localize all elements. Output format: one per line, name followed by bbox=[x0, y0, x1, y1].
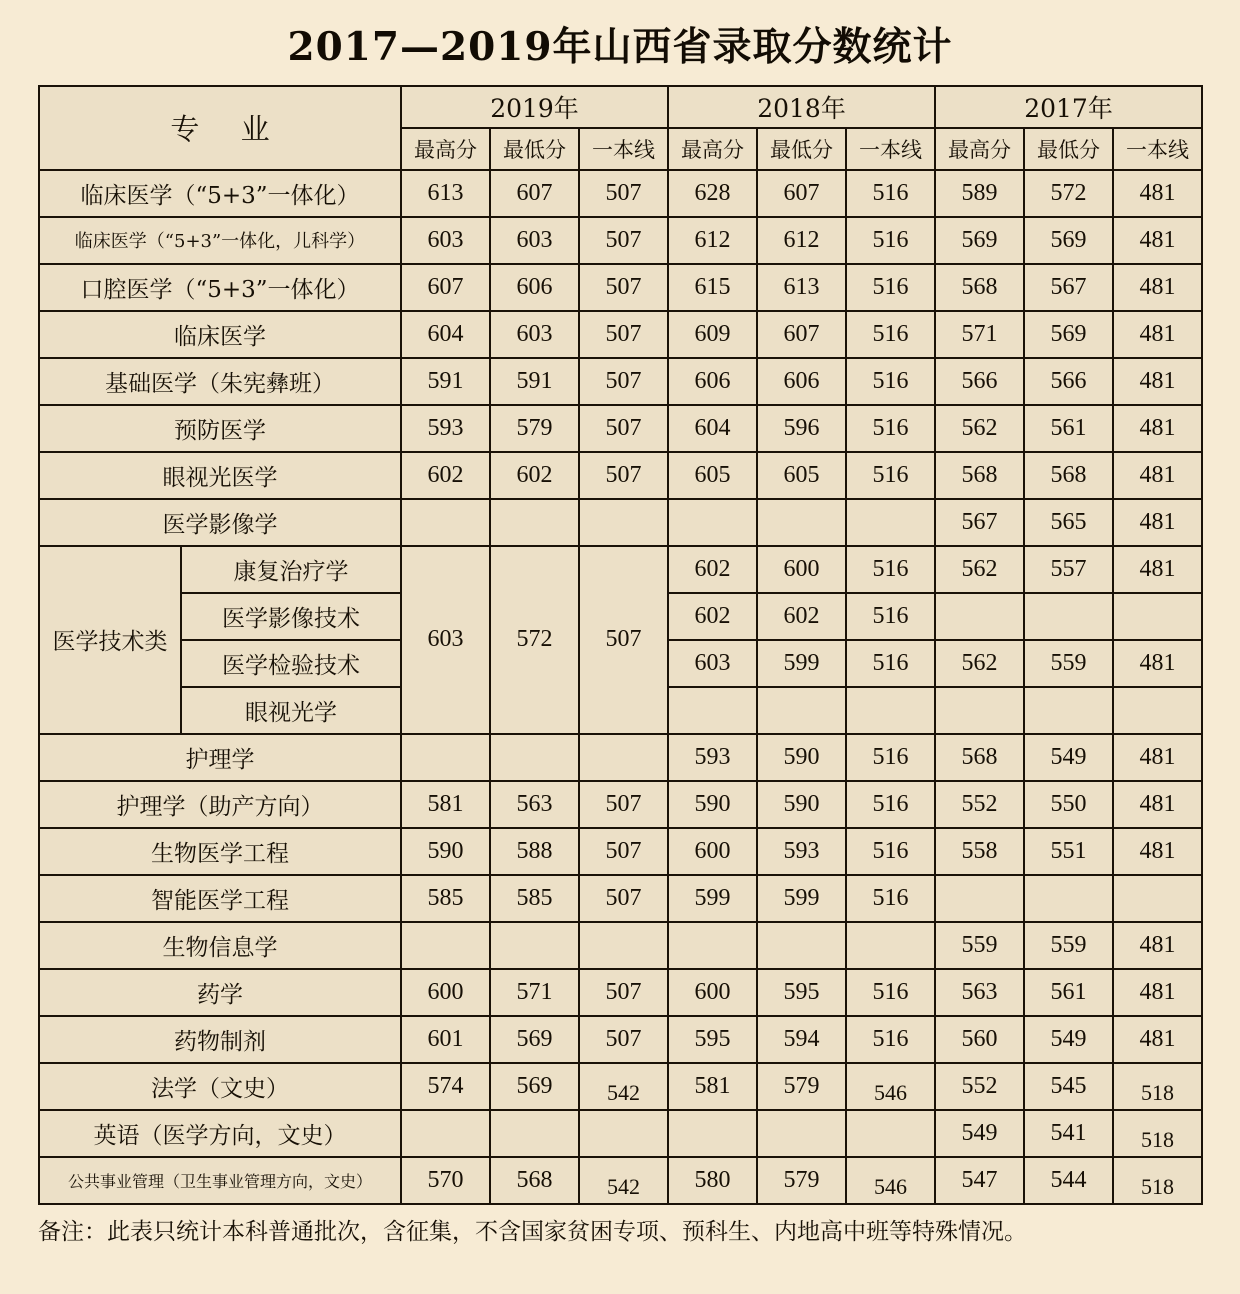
score-2018-max: 593 bbox=[668, 734, 757, 781]
score-2019-min: 563 bbox=[490, 781, 579, 828]
score-2018-line: 516 bbox=[846, 734, 935, 781]
score-2019-min bbox=[490, 734, 579, 781]
score-2019-min: 591 bbox=[490, 358, 579, 405]
score-2017-line: 481 bbox=[1113, 828, 1202, 875]
score-2018-min bbox=[757, 1110, 846, 1157]
score-2019-max: 570 bbox=[401, 1157, 490, 1204]
major-name-cell: 护理学 bbox=[39, 734, 401, 781]
table-body-top bbox=[39, 170, 1202, 546]
score-2018-min bbox=[757, 922, 846, 969]
score-2019-min bbox=[490, 499, 579, 546]
score-2019-min-merged: 572 bbox=[490, 546, 579, 734]
score-2019-line: 507 bbox=[579, 217, 668, 264]
score-2017-min: 572 bbox=[1024, 170, 1113, 217]
score-2018-min: 602 bbox=[757, 593, 846, 640]
score-2019-min: 568 bbox=[490, 1157, 579, 1204]
major-name-cell: 临床医学 bbox=[39, 311, 401, 358]
major-name-cell: 智能医学工程 bbox=[39, 875, 401, 922]
score-2018-line: 516 bbox=[846, 264, 935, 311]
score-2018-line: 516 bbox=[846, 170, 935, 217]
score-2019-min: 606 bbox=[490, 264, 579, 311]
table-row bbox=[39, 546, 1202, 593]
score-2018-line: 546 bbox=[846, 1063, 935, 1110]
column-header-year-2018: 2018年 bbox=[668, 86, 935, 128]
score-2019-min: 569 bbox=[490, 1063, 579, 1110]
header-row-years bbox=[39, 86, 1202, 128]
table-row bbox=[39, 217, 1202, 264]
score-2019-line: 507 bbox=[579, 1016, 668, 1063]
score-2017-max: 560 bbox=[935, 1016, 1024, 1063]
score-2017-max: 568 bbox=[935, 734, 1024, 781]
table-row bbox=[39, 1157, 1202, 1204]
score-2019-line: 507 bbox=[579, 405, 668, 452]
score-2017-line: 481 bbox=[1113, 264, 1202, 311]
score-2019-line: 507 bbox=[579, 781, 668, 828]
score-2018-max bbox=[668, 922, 757, 969]
table-row bbox=[39, 358, 1202, 405]
major-name-cell: 公共事业管理（卫生事业管理方向，文史） bbox=[39, 1157, 401, 1204]
score-2018-min bbox=[757, 499, 846, 546]
score-2017-min: 559 bbox=[1024, 640, 1113, 687]
major-name-cell: 口腔医学（“5+3”一体化） bbox=[39, 264, 401, 311]
score-2018-min: 612 bbox=[757, 217, 846, 264]
score-2018-line: 516 bbox=[846, 828, 935, 875]
score-2019-max: 585 bbox=[401, 875, 490, 922]
score-2018-max bbox=[668, 687, 757, 734]
score-2019-line bbox=[579, 1110, 668, 1157]
score-2019-min: 569 bbox=[490, 1016, 579, 1063]
score-2019-min: 588 bbox=[490, 828, 579, 875]
table-row bbox=[39, 452, 1202, 499]
score-2019-line: 507 bbox=[579, 170, 668, 217]
score-2017-line: 518 bbox=[1113, 1063, 1202, 1110]
score-2017-max: 562 bbox=[935, 546, 1024, 593]
table-row bbox=[39, 875, 1202, 922]
score-2018-max: 605 bbox=[668, 452, 757, 499]
table-row bbox=[39, 1016, 1202, 1063]
score-2018-max: 612 bbox=[668, 217, 757, 264]
score-2017-max: 552 bbox=[935, 781, 1024, 828]
major-group-name-cell: 医学技术类 bbox=[39, 546, 181, 734]
score-2019-max: 593 bbox=[401, 405, 490, 452]
major-name-cell: 临床医学（“5+3”一体化，儿科学） bbox=[39, 217, 401, 264]
major-name-cell: 法学（文史） bbox=[39, 1063, 401, 1110]
score-2018-min: 595 bbox=[757, 969, 846, 1016]
score-2019-min: 603 bbox=[490, 217, 579, 264]
score-2018-line: 516 bbox=[846, 358, 935, 405]
table-row bbox=[39, 264, 1202, 311]
score-2018-max: 602 bbox=[668, 593, 757, 640]
table-row bbox=[39, 1063, 1202, 1110]
score-2018-line: 546 bbox=[846, 1157, 935, 1204]
score-2019-line-merged: 507 bbox=[579, 546, 668, 734]
score-2017-min: 569 bbox=[1024, 217, 1113, 264]
score-2018-max: 615 bbox=[668, 264, 757, 311]
score-2017-max bbox=[935, 593, 1024, 640]
score-2019-max bbox=[401, 1110, 490, 1157]
score-2018-line: 516 bbox=[846, 969, 935, 1016]
score-2017-min: 551 bbox=[1024, 828, 1113, 875]
score-2018-max: 603 bbox=[668, 640, 757, 687]
table-head bbox=[39, 86, 1202, 170]
table-row bbox=[39, 405, 1202, 452]
score-2017-max: 559 bbox=[935, 922, 1024, 969]
score-2018-line: 516 bbox=[846, 781, 935, 828]
score-2017-line: 481 bbox=[1113, 405, 1202, 452]
score-2019-min: 579 bbox=[490, 405, 579, 452]
score-2019-line: 507 bbox=[579, 358, 668, 405]
score-2018-max: 600 bbox=[668, 969, 757, 1016]
score-2017-line: 481 bbox=[1113, 546, 1202, 593]
score-2017-min: 557 bbox=[1024, 546, 1113, 593]
score-2017-line: 481 bbox=[1113, 734, 1202, 781]
score-2019-min bbox=[490, 1110, 579, 1157]
score-2017-max: 558 bbox=[935, 828, 1024, 875]
score-2017-min: 567 bbox=[1024, 264, 1113, 311]
score-2018-line: 516 bbox=[846, 311, 935, 358]
column-header-2019-max: 最高分 bbox=[401, 128, 490, 170]
major-name-cell: 护理学（助产方向） bbox=[39, 781, 401, 828]
score-2017-line: 481 bbox=[1113, 170, 1202, 217]
score-2018-min: 613 bbox=[757, 264, 846, 311]
score-2019-max: 600 bbox=[401, 969, 490, 1016]
score-2017-max bbox=[935, 875, 1024, 922]
score-2017-line: 481 bbox=[1113, 217, 1202, 264]
score-2017-line: 518 bbox=[1113, 1157, 1202, 1204]
score-2017-max: 547 bbox=[935, 1157, 1024, 1204]
table-row bbox=[39, 922, 1202, 969]
score-2018-max: 590 bbox=[668, 781, 757, 828]
score-2018-line bbox=[846, 499, 935, 546]
score-2018-max: 580 bbox=[668, 1157, 757, 1204]
column-header-year-2019: 2019年 bbox=[401, 86, 668, 128]
score-2018-max: 604 bbox=[668, 405, 757, 452]
score-2017-line bbox=[1113, 875, 1202, 922]
score-2017-min: 566 bbox=[1024, 358, 1113, 405]
score-2019-max: 607 bbox=[401, 264, 490, 311]
score-2017-min: 541 bbox=[1024, 1110, 1113, 1157]
table-row bbox=[39, 499, 1202, 546]
score-2017-max: 568 bbox=[935, 452, 1024, 499]
major-name-cell: 临床医学（“5+3”一体化） bbox=[39, 170, 401, 217]
score-2018-min: 600 bbox=[757, 546, 846, 593]
score-2017-min: 568 bbox=[1024, 452, 1113, 499]
score-2018-max: 595 bbox=[668, 1016, 757, 1063]
score-2017-min bbox=[1024, 593, 1113, 640]
score-2019-line: 507 bbox=[579, 828, 668, 875]
column-header-2019-line: 一本线 bbox=[579, 128, 668, 170]
score-2017-max: 552 bbox=[935, 1063, 1024, 1110]
score-2018-line: 516 bbox=[846, 1016, 935, 1063]
score-2017-line bbox=[1113, 687, 1202, 734]
score-2017-line: 481 bbox=[1113, 452, 1202, 499]
score-2018-min: 590 bbox=[757, 781, 846, 828]
score-2017-max: 569 bbox=[935, 217, 1024, 264]
score-2019-max-merged: 603 bbox=[401, 546, 490, 734]
score-2019-max: 603 bbox=[401, 217, 490, 264]
score-2017-line: 481 bbox=[1113, 922, 1202, 969]
table-row bbox=[39, 781, 1202, 828]
score-2017-min: 561 bbox=[1024, 405, 1113, 452]
major-sub-name-cell: 康复治疗学 bbox=[181, 546, 401, 593]
score-2019-line: 507 bbox=[579, 969, 668, 1016]
score-2019-line: 542 bbox=[579, 1157, 668, 1204]
score-2017-line: 481 bbox=[1113, 311, 1202, 358]
table-row bbox=[39, 311, 1202, 358]
score-2017-min: 561 bbox=[1024, 969, 1113, 1016]
major-sub-name-cell: 医学检验技术 bbox=[181, 640, 401, 687]
score-2018-line: 516 bbox=[846, 593, 935, 640]
score-2017-min bbox=[1024, 687, 1113, 734]
table-row bbox=[39, 734, 1202, 781]
score-2018-min: 593 bbox=[757, 828, 846, 875]
score-2018-line: 516 bbox=[846, 452, 935, 499]
score-2017-min: 544 bbox=[1024, 1157, 1113, 1204]
score-2018-max: 602 bbox=[668, 546, 757, 593]
score-2017-max bbox=[935, 687, 1024, 734]
score-2018-max: 599 bbox=[668, 875, 757, 922]
score-2018-max: 628 bbox=[668, 170, 757, 217]
score-table bbox=[38, 85, 1203, 1205]
score-2019-min: 607 bbox=[490, 170, 579, 217]
score-2017-min: 569 bbox=[1024, 311, 1113, 358]
score-2017-max: 589 bbox=[935, 170, 1024, 217]
score-2019-min: 571 bbox=[490, 969, 579, 1016]
score-2017-min: 565 bbox=[1024, 499, 1113, 546]
score-2018-line bbox=[846, 922, 935, 969]
score-2018-max: 581 bbox=[668, 1063, 757, 1110]
column-header-2018-max: 最高分 bbox=[668, 128, 757, 170]
score-2018-min: 599 bbox=[757, 640, 846, 687]
score-2018-min: 579 bbox=[757, 1157, 846, 1204]
score-2019-min: 603 bbox=[490, 311, 579, 358]
major-sub-name-cell: 眼视光学 bbox=[181, 687, 401, 734]
major-name-cell: 药学 bbox=[39, 969, 401, 1016]
score-2018-min: 605 bbox=[757, 452, 846, 499]
score-2017-line: 481 bbox=[1113, 1016, 1202, 1063]
score-2018-min: 607 bbox=[757, 170, 846, 217]
score-2018-min: 607 bbox=[757, 311, 846, 358]
score-2018-min: 606 bbox=[757, 358, 846, 405]
score-2019-max bbox=[401, 734, 490, 781]
score-2019-line: 542 bbox=[579, 1063, 668, 1110]
score-2019-max: 591 bbox=[401, 358, 490, 405]
score-2017-max: 562 bbox=[935, 405, 1024, 452]
score-2019-max bbox=[401, 922, 490, 969]
page-title: 2017—2019年山西省录取分数统计 bbox=[287, 24, 953, 70]
major-sub-name-cell: 医学影像技术 bbox=[181, 593, 401, 640]
score-2017-max: 567 bbox=[935, 499, 1024, 546]
score-2017-max: 568 bbox=[935, 264, 1024, 311]
score-2019-max: 604 bbox=[401, 311, 490, 358]
score-2017-min: 550 bbox=[1024, 781, 1113, 828]
score-2017-max: 566 bbox=[935, 358, 1024, 405]
major-name-cell: 医学影像学 bbox=[39, 499, 401, 546]
score-2018-line: 516 bbox=[846, 640, 935, 687]
score-2019-line bbox=[579, 734, 668, 781]
score-2019-max: 613 bbox=[401, 170, 490, 217]
score-2017-min: 559 bbox=[1024, 922, 1113, 969]
score-2017-line: 481 bbox=[1113, 499, 1202, 546]
score-2017-min: 549 bbox=[1024, 734, 1113, 781]
score-2017-min: 549 bbox=[1024, 1016, 1113, 1063]
major-name-cell: 英语（医学方向，文史） bbox=[39, 1110, 401, 1157]
score-2018-min: 596 bbox=[757, 405, 846, 452]
score-2017-line: 481 bbox=[1113, 781, 1202, 828]
score-2019-line: 507 bbox=[579, 264, 668, 311]
table-row bbox=[39, 969, 1202, 1016]
score-2017-min: 545 bbox=[1024, 1063, 1113, 1110]
major-name-cell: 基础医学（朱宪彝班） bbox=[39, 358, 401, 405]
column-header-2017-min: 最低分 bbox=[1024, 128, 1113, 170]
major-name-cell: 预防医学 bbox=[39, 405, 401, 452]
table-footnote: 备注：此表只统计本科普通批次，含征集，不含国家贫困专项、预科生、内地高中班等特殊情况。 bbox=[38, 1218, 1027, 1245]
score-2018-line: 516 bbox=[846, 217, 935, 264]
score-2019-line: 507 bbox=[579, 875, 668, 922]
score-2017-max: 563 bbox=[935, 969, 1024, 1016]
major-name-cell: 生物医学工程 bbox=[39, 828, 401, 875]
score-2017-line: 481 bbox=[1113, 358, 1202, 405]
score-2019-max bbox=[401, 499, 490, 546]
score-2019-line: 507 bbox=[579, 311, 668, 358]
score-2019-line: 507 bbox=[579, 452, 668, 499]
score-2019-line bbox=[579, 922, 668, 969]
column-header-year-2017: 2017年 bbox=[935, 86, 1202, 128]
score-2018-max bbox=[668, 499, 757, 546]
score-2018-min: 594 bbox=[757, 1016, 846, 1063]
score-2017-line bbox=[1113, 593, 1202, 640]
score-2019-min: 602 bbox=[490, 452, 579, 499]
score-2017-max: 549 bbox=[935, 1110, 1024, 1157]
score-2018-min bbox=[757, 687, 846, 734]
major-name-cell: 生物信息学 bbox=[39, 922, 401, 969]
score-2017-max: 562 bbox=[935, 640, 1024, 687]
column-header-major: 专 业 bbox=[39, 86, 401, 170]
score-2018-min: 590 bbox=[757, 734, 846, 781]
score-2019-min bbox=[490, 922, 579, 969]
score-2019-line bbox=[579, 499, 668, 546]
table-body-group bbox=[39, 546, 1202, 734]
score-2019-max: 602 bbox=[401, 452, 490, 499]
table-row bbox=[39, 170, 1202, 217]
score-2017-line: 518 bbox=[1113, 1110, 1202, 1157]
score-2018-max bbox=[668, 1110, 757, 1157]
column-header-2018-line: 一本线 bbox=[846, 128, 935, 170]
score-2018-max: 609 bbox=[668, 311, 757, 358]
score-2018-line bbox=[846, 687, 935, 734]
score-2017-line: 481 bbox=[1113, 969, 1202, 1016]
major-name-cell: 药物制剂 bbox=[39, 1016, 401, 1063]
score-2019-max: 590 bbox=[401, 828, 490, 875]
table-row bbox=[39, 828, 1202, 875]
score-2018-min: 579 bbox=[757, 1063, 846, 1110]
score-2019-max: 581 bbox=[401, 781, 490, 828]
score-2017-min bbox=[1024, 875, 1113, 922]
score-2018-line: 516 bbox=[846, 875, 935, 922]
score-2017-max: 571 bbox=[935, 311, 1024, 358]
score-2017-line: 481 bbox=[1113, 640, 1202, 687]
column-header-2018-min: 最低分 bbox=[757, 128, 846, 170]
score-2019-max: 601 bbox=[401, 1016, 490, 1063]
score-2018-min: 599 bbox=[757, 875, 846, 922]
column-header-2017-line: 一本线 bbox=[1113, 128, 1202, 170]
column-header-2019-min: 最低分 bbox=[490, 128, 579, 170]
score-2018-line: 516 bbox=[846, 546, 935, 593]
table-row bbox=[39, 1110, 1202, 1157]
column-header-2017-max: 最高分 bbox=[935, 128, 1024, 170]
major-name-cell: 眼视光医学 bbox=[39, 452, 401, 499]
score-2018-max: 606 bbox=[668, 358, 757, 405]
score-2018-line: 516 bbox=[846, 405, 935, 452]
table-body-bottom bbox=[39, 734, 1202, 1204]
score-2018-line bbox=[846, 1110, 935, 1157]
score-2019-max: 574 bbox=[401, 1063, 490, 1110]
score-2018-max: 600 bbox=[668, 828, 757, 875]
score-2019-min: 585 bbox=[490, 875, 579, 922]
